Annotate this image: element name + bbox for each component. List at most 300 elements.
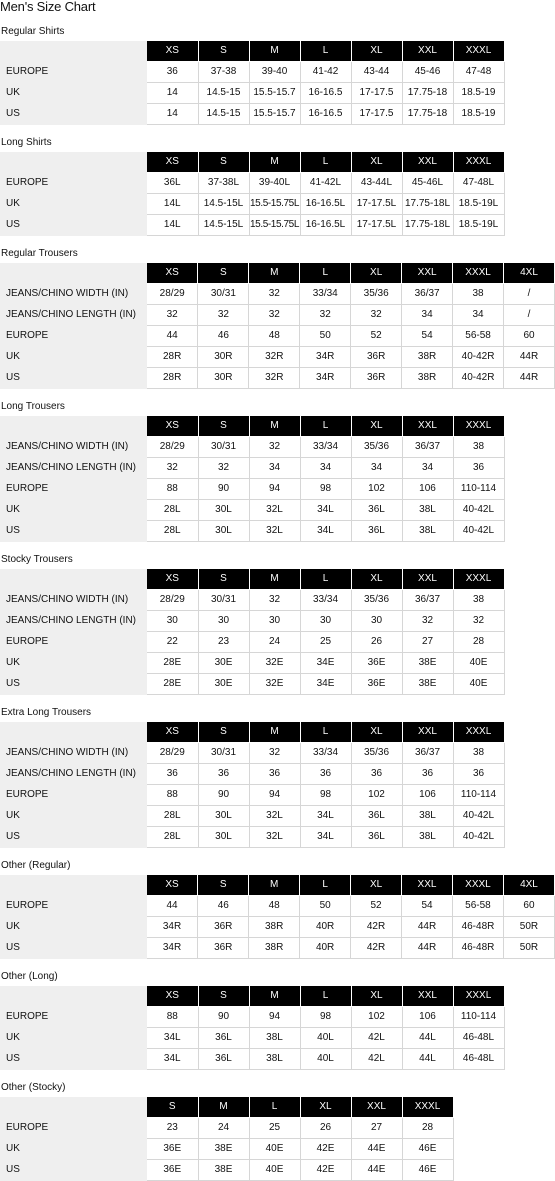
size-value-cell: 34R bbox=[147, 938, 198, 959]
size-value-cell: 32 bbox=[249, 305, 300, 326]
row-label: UK bbox=[0, 653, 147, 674]
size-header-cell: S bbox=[198, 569, 249, 590]
size-value-cell: 38R bbox=[402, 368, 453, 389]
size-header-cell: M bbox=[249, 152, 300, 173]
size-header-cell: XXXL bbox=[453, 722, 504, 743]
size-value-cell: 30/31 bbox=[198, 437, 249, 458]
row-label: US bbox=[0, 1049, 147, 1070]
size-header-cell: XS bbox=[147, 875, 198, 896]
size-value-cell: 38R bbox=[249, 938, 300, 959]
size-value-cell: 32L bbox=[249, 521, 300, 542]
size-header-cell: XL bbox=[351, 263, 402, 284]
size-value-cell: 15.5-15.7 bbox=[249, 104, 300, 125]
size-value-cell: 44 bbox=[147, 326, 198, 347]
size-value-cell: 28 bbox=[453, 632, 504, 653]
size-value-cell: 46 bbox=[198, 326, 249, 347]
size-value-cell: 30E bbox=[198, 674, 249, 695]
size-value-cell: 34E bbox=[300, 674, 351, 695]
size-value-cell: 102 bbox=[351, 785, 402, 806]
size-value-cell: 14L bbox=[147, 215, 198, 236]
size-header-cell: XXL bbox=[402, 875, 453, 896]
size-value-cell: 44R bbox=[504, 368, 555, 389]
size-value-cell: 44L bbox=[402, 1028, 453, 1049]
size-header-cell: L bbox=[300, 152, 351, 173]
size-value-cell: 17.75-18L bbox=[402, 194, 453, 215]
size-value-cell: 56-58 bbox=[452, 896, 503, 917]
size-value-cell: 30 bbox=[300, 611, 351, 632]
row-label: UK bbox=[0, 500, 147, 521]
size-section bbox=[0, 848, 555, 959]
size-value-cell: 94 bbox=[249, 479, 300, 500]
section-title: Stocky Trousers bbox=[1, 554, 73, 565]
size-value-cell: 36/37 bbox=[402, 590, 453, 611]
size-value-cell: 17.75-18 bbox=[402, 104, 453, 125]
size-header-cell: XL bbox=[351, 416, 402, 437]
size-value-cell: 36L bbox=[351, 521, 402, 542]
table-row bbox=[0, 347, 555, 368]
size-header-cell: L bbox=[300, 416, 351, 437]
size-header-cell: L bbox=[300, 722, 351, 743]
table-row bbox=[0, 368, 555, 389]
size-value-cell: 110-114 bbox=[453, 479, 504, 500]
size-value-cell: 38L bbox=[402, 500, 453, 521]
size-value-cell: 28R bbox=[147, 347, 198, 368]
size-section bbox=[0, 236, 555, 389]
table-row bbox=[0, 479, 504, 500]
size-value-cell: 35/36 bbox=[351, 437, 402, 458]
size-value-cell: 42L bbox=[351, 1049, 402, 1070]
size-header-cell: L bbox=[300, 875, 351, 896]
table-row bbox=[0, 590, 504, 611]
size-value-cell: 34 bbox=[351, 458, 402, 479]
table-row bbox=[0, 1049, 504, 1070]
size-header-cell: M bbox=[249, 416, 300, 437]
size-value-cell: 42R bbox=[351, 917, 402, 938]
size-section bbox=[0, 14, 555, 125]
size-value-cell: 44L bbox=[402, 1049, 453, 1070]
size-value-cell: 40R bbox=[300, 917, 351, 938]
row-label: UK bbox=[0, 83, 147, 104]
size-header-cell: XXXL bbox=[453, 986, 504, 1007]
row-label: JEANS/CHINO WIDTH (IN) bbox=[0, 743, 147, 764]
size-value-cell: 14.5-15L bbox=[198, 215, 249, 236]
size-value-cell: 30L bbox=[198, 500, 249, 521]
size-header-row bbox=[0, 986, 504, 1007]
size-value-cell: 32E bbox=[249, 653, 300, 674]
size-value-cell: 34L bbox=[300, 827, 351, 848]
section-title: Other (Stocky) bbox=[1, 1082, 66, 1093]
table-row bbox=[0, 437, 504, 458]
size-value-cell: 30/31 bbox=[198, 590, 249, 611]
size-value-cell: / bbox=[504, 305, 555, 326]
size-value-cell: 52 bbox=[351, 326, 402, 347]
table-row bbox=[0, 104, 504, 125]
size-value-cell: 38 bbox=[453, 590, 504, 611]
size-value-cell: 32 bbox=[198, 305, 249, 326]
size-value-cell: 36E bbox=[147, 1160, 198, 1181]
size-value-cell: 32 bbox=[147, 458, 198, 479]
size-header-row bbox=[0, 263, 555, 284]
size-header-cell: XXL bbox=[402, 722, 453, 743]
header-corner-cell bbox=[0, 41, 147, 62]
size-value-cell: 35/36 bbox=[351, 743, 402, 764]
size-value-cell: 38E bbox=[402, 674, 453, 695]
size-header-cell: XS bbox=[147, 722, 198, 743]
size-value-cell: 33/34 bbox=[300, 743, 351, 764]
section-title: Other (Long) bbox=[1, 971, 58, 982]
size-value-cell: 46-48L bbox=[453, 1049, 504, 1070]
size-value-cell: 18.5-19L bbox=[453, 215, 504, 236]
size-header-row bbox=[0, 875, 555, 896]
size-header-cell: XXL bbox=[402, 263, 453, 284]
size-value-cell: 28/29 bbox=[147, 437, 198, 458]
size-header-cell: XXXL bbox=[453, 41, 504, 62]
size-header-cell: 4XL bbox=[504, 263, 555, 284]
header-corner-cell bbox=[0, 875, 147, 896]
header-corner-cell bbox=[0, 152, 147, 173]
header-corner-cell bbox=[0, 263, 147, 284]
size-value-cell: 47-48L bbox=[453, 173, 504, 194]
size-value-cell: 14L bbox=[147, 194, 198, 215]
row-label: EUROPE bbox=[0, 1118, 147, 1139]
size-value-cell: 26 bbox=[351, 632, 402, 653]
size-value-cell: 50 bbox=[300, 896, 351, 917]
size-value-cell: 39-40L bbox=[249, 173, 300, 194]
size-value-cell: 16-16.5 bbox=[300, 83, 351, 104]
size-value-cell: 32R bbox=[249, 368, 300, 389]
size-header-cell: XXXL bbox=[452, 875, 503, 896]
row-label: US bbox=[0, 521, 147, 542]
size-value-cell: 32 bbox=[249, 284, 300, 305]
section-title: Other (Regular) bbox=[1, 860, 71, 871]
size-header-row bbox=[0, 722, 504, 743]
size-header-cell: XXL bbox=[402, 41, 453, 62]
size-value-cell: 17.75-18 bbox=[402, 83, 453, 104]
size-value-cell: 37-38 bbox=[198, 62, 249, 83]
size-header-cell: XL bbox=[351, 875, 402, 896]
size-value-cell: 32L bbox=[249, 827, 300, 848]
row-label: UK bbox=[0, 917, 147, 938]
size-value-cell: 27 bbox=[351, 1118, 402, 1139]
size-value-cell: 34L bbox=[300, 806, 351, 827]
row-label: JEANS/CHINO WIDTH (IN) bbox=[0, 437, 147, 458]
size-value-cell: 16-16.5 bbox=[300, 104, 351, 125]
size-value-cell: 34R bbox=[300, 368, 351, 389]
size-value-cell: 24 bbox=[198, 1118, 249, 1139]
size-header-cell: XS bbox=[147, 263, 198, 284]
size-value-cell: 35/36 bbox=[351, 284, 402, 305]
size-value-cell: 41-42L bbox=[300, 173, 351, 194]
size-header-cell: XXL bbox=[402, 986, 453, 1007]
size-header-cell: XS bbox=[147, 152, 198, 173]
size-value-cell: 32 bbox=[402, 611, 453, 632]
size-value-cell: 34L bbox=[300, 521, 351, 542]
size-value-cell: 36 bbox=[453, 764, 504, 785]
row-label: UK bbox=[0, 347, 147, 368]
size-value-cell: 102 bbox=[351, 1007, 402, 1028]
size-value-cell: 46-48L bbox=[453, 1028, 504, 1049]
section-title: Regular Trousers bbox=[1, 248, 78, 259]
size-header-cell: S bbox=[198, 41, 249, 62]
size-value-cell: 88 bbox=[147, 1007, 198, 1028]
size-value-cell: 44E bbox=[351, 1139, 402, 1160]
size-value-cell: 32L bbox=[249, 806, 300, 827]
section-title: Long Trousers bbox=[1, 401, 65, 412]
size-value-cell: 110-114 bbox=[453, 1007, 504, 1028]
size-section bbox=[0, 1070, 555, 1181]
size-value-cell: 30L bbox=[198, 806, 249, 827]
size-value-cell: 38E bbox=[198, 1160, 249, 1181]
table-row bbox=[0, 1118, 453, 1139]
size-value-cell: 23 bbox=[147, 1118, 198, 1139]
size-header-row bbox=[0, 41, 504, 62]
size-header-cell: S bbox=[147, 1097, 198, 1118]
size-value-cell: 102 bbox=[351, 479, 402, 500]
size-value-cell: 90 bbox=[198, 479, 249, 500]
size-value-cell: 36 bbox=[300, 764, 351, 785]
size-table bbox=[0, 152, 505, 236]
size-value-cell: 45-46L bbox=[402, 173, 453, 194]
size-value-cell: 38R bbox=[402, 347, 453, 368]
size-value-cell: 40E bbox=[453, 653, 504, 674]
size-value-cell: 98 bbox=[300, 785, 351, 806]
table-row bbox=[0, 896, 555, 917]
row-label: EUROPE bbox=[0, 632, 147, 653]
table-row bbox=[0, 326, 555, 347]
table-row bbox=[0, 764, 504, 785]
size-table bbox=[0, 41, 505, 125]
size-header-cell: XXL bbox=[351, 1097, 402, 1118]
row-label: US bbox=[0, 1160, 147, 1181]
size-header-cell: XXL bbox=[402, 152, 453, 173]
table-row bbox=[0, 743, 504, 764]
size-value-cell: 33/34 bbox=[300, 284, 351, 305]
size-value-cell: 24 bbox=[249, 632, 300, 653]
size-header-cell: M bbox=[249, 263, 300, 284]
table-row bbox=[0, 215, 504, 236]
table-row bbox=[0, 305, 555, 326]
size-value-cell: 28/29 bbox=[147, 284, 198, 305]
size-value-cell: 17-17.5 bbox=[351, 104, 402, 125]
size-value-cell: 32 bbox=[300, 305, 351, 326]
size-value-cell: 42R bbox=[351, 938, 402, 959]
size-value-cell: 88 bbox=[147, 785, 198, 806]
size-value-cell: 42L bbox=[351, 1028, 402, 1049]
size-header-cell: XL bbox=[351, 986, 402, 1007]
size-value-cell: 36R bbox=[351, 347, 402, 368]
size-value-cell: 17.75-18L bbox=[402, 215, 453, 236]
size-section bbox=[0, 695, 555, 848]
size-value-cell: 28 bbox=[402, 1118, 453, 1139]
table-row bbox=[0, 653, 504, 674]
row-label: UK bbox=[0, 806, 147, 827]
size-value-cell: 36E bbox=[147, 1139, 198, 1160]
size-value-cell: 44R bbox=[402, 938, 453, 959]
size-header-cell: XXXL bbox=[453, 416, 504, 437]
size-value-cell: 32 bbox=[453, 611, 504, 632]
size-header-cell: 4XL bbox=[503, 875, 554, 896]
size-value-cell: 44R bbox=[402, 917, 453, 938]
size-value-cell: 54 bbox=[402, 326, 453, 347]
size-value-cell: 36/37 bbox=[402, 284, 453, 305]
size-table bbox=[0, 986, 505, 1070]
size-value-cell: 94 bbox=[249, 785, 300, 806]
size-value-cell: 28L bbox=[147, 521, 198, 542]
size-value-cell: 46 bbox=[198, 896, 249, 917]
size-header-cell: XL bbox=[351, 41, 402, 62]
size-header-row bbox=[0, 416, 504, 437]
size-header-cell: XS bbox=[147, 416, 198, 437]
size-section bbox=[0, 125, 555, 236]
size-value-cell: 36 bbox=[249, 764, 300, 785]
table-row bbox=[0, 458, 504, 479]
size-value-cell: 48 bbox=[249, 326, 300, 347]
size-value-cell: 34L bbox=[300, 500, 351, 521]
section-title: Long Shirts bbox=[1, 137, 52, 148]
size-section bbox=[0, 542, 555, 695]
size-value-cell: 40-42L bbox=[453, 500, 504, 521]
size-value-cell: 14 bbox=[147, 104, 198, 125]
size-value-cell: 34R bbox=[147, 917, 198, 938]
size-header-cell: L bbox=[300, 263, 351, 284]
size-value-cell: 17-17.5L bbox=[351, 194, 402, 215]
row-label: JEANS/CHINO WIDTH (IN) bbox=[0, 284, 147, 305]
table-row bbox=[0, 83, 504, 104]
size-value-cell: 36R bbox=[198, 938, 249, 959]
size-value-cell: 88 bbox=[147, 479, 198, 500]
header-corner-cell bbox=[0, 569, 147, 590]
size-value-cell: 40L bbox=[300, 1028, 351, 1049]
size-value-cell: 40-42R bbox=[453, 368, 504, 389]
row-label: US bbox=[0, 674, 147, 695]
size-value-cell: 30R bbox=[198, 368, 249, 389]
size-value-cell: 37-38L bbox=[198, 173, 249, 194]
size-value-cell: 43-44 bbox=[351, 62, 402, 83]
size-value-cell: 28E bbox=[147, 674, 198, 695]
size-value-cell: 36 bbox=[198, 764, 249, 785]
size-value-cell: 34 bbox=[453, 305, 504, 326]
size-value-cell: 46-48R bbox=[452, 917, 503, 938]
size-value-cell: / bbox=[504, 284, 555, 305]
size-value-cell: 38R bbox=[249, 917, 300, 938]
table-row bbox=[0, 827, 504, 848]
table-row bbox=[0, 806, 504, 827]
size-header-row bbox=[0, 152, 504, 173]
size-value-cell: 18.5-19 bbox=[453, 104, 504, 125]
size-header-cell: L bbox=[249, 1097, 300, 1118]
size-value-cell: 36 bbox=[453, 458, 504, 479]
size-value-cell: 28/29 bbox=[147, 743, 198, 764]
header-corner-cell bbox=[0, 1097, 147, 1118]
size-value-cell: 30L bbox=[198, 521, 249, 542]
size-value-cell: 36L bbox=[198, 1049, 249, 1070]
size-value-cell: 32 bbox=[351, 305, 402, 326]
size-value-cell: 106 bbox=[402, 1007, 453, 1028]
size-value-cell: 30 bbox=[147, 611, 198, 632]
size-value-cell: 32L bbox=[249, 500, 300, 521]
table-row bbox=[0, 938, 555, 959]
row-label: EUROPE bbox=[0, 896, 147, 917]
size-value-cell: 36L bbox=[147, 173, 198, 194]
size-value-cell: 18.5-19 bbox=[453, 83, 504, 104]
size-value-cell: 17-17.5L bbox=[351, 215, 402, 236]
size-header-cell: S bbox=[198, 263, 249, 284]
size-value-cell: 38E bbox=[198, 1139, 249, 1160]
size-value-cell: 23 bbox=[198, 632, 249, 653]
size-header-cell: XS bbox=[147, 569, 198, 590]
row-label: JEANS/CHINO WIDTH (IN) bbox=[0, 590, 147, 611]
size-value-cell: 14.5-15L bbox=[198, 194, 249, 215]
size-header-row bbox=[0, 1097, 453, 1118]
table-row bbox=[0, 1160, 453, 1181]
size-value-cell: 16-16.5L bbox=[300, 215, 351, 236]
size-value-cell: 36 bbox=[351, 764, 402, 785]
section-title: Regular Shirts bbox=[1, 26, 65, 37]
size-value-cell: 30 bbox=[198, 611, 249, 632]
table-row bbox=[0, 1028, 504, 1049]
row-label: EUROPE bbox=[0, 479, 147, 500]
row-label: UK bbox=[0, 1139, 147, 1160]
size-table bbox=[0, 722, 505, 848]
row-label: EUROPE bbox=[0, 62, 147, 83]
size-value-cell: 54 bbox=[402, 896, 453, 917]
size-table bbox=[0, 569, 505, 695]
size-value-cell: 28L bbox=[147, 806, 198, 827]
size-value-cell: 36/37 bbox=[402, 437, 453, 458]
size-value-cell: 46E bbox=[402, 1139, 453, 1160]
size-value-cell: 17-17.5 bbox=[351, 83, 402, 104]
size-value-cell: 38 bbox=[453, 437, 504, 458]
size-value-cell: 27 bbox=[402, 632, 453, 653]
size-value-cell: 50R bbox=[503, 917, 554, 938]
size-value-cell: 45-46 bbox=[402, 62, 453, 83]
row-label: EUROPE bbox=[0, 785, 147, 806]
size-value-cell: 40R bbox=[300, 938, 351, 959]
table-row bbox=[0, 611, 504, 632]
size-value-cell: 60 bbox=[503, 896, 554, 917]
size-value-cell: 34E bbox=[300, 653, 351, 674]
table-row bbox=[0, 521, 504, 542]
size-header-cell: XXXL bbox=[453, 263, 504, 284]
size-header-cell: M bbox=[249, 41, 300, 62]
table-row bbox=[0, 785, 504, 806]
size-value-cell: 39-40 bbox=[249, 62, 300, 83]
size-value-cell: 40-42R bbox=[453, 347, 504, 368]
size-value-cell: 46E bbox=[402, 1160, 453, 1181]
table-row bbox=[0, 62, 504, 83]
table-row bbox=[0, 1007, 504, 1028]
size-table bbox=[0, 875, 555, 959]
size-value-cell: 44 bbox=[147, 896, 198, 917]
size-value-cell: 52 bbox=[351, 896, 402, 917]
header-corner-cell bbox=[0, 722, 147, 743]
size-value-cell: 30E bbox=[198, 653, 249, 674]
size-header-row bbox=[0, 569, 504, 590]
size-value-cell: 14.5-15 bbox=[198, 83, 249, 104]
row-label: US bbox=[0, 827, 147, 848]
size-value-cell: 30L bbox=[198, 827, 249, 848]
row-label: US bbox=[0, 938, 147, 959]
table-row bbox=[0, 632, 504, 653]
size-section bbox=[0, 959, 555, 1070]
row-label: JEANS/CHINO LENGTH (IN) bbox=[0, 764, 147, 785]
table-row bbox=[0, 917, 555, 938]
size-value-cell: 28L bbox=[147, 827, 198, 848]
size-header-cell: L bbox=[300, 41, 351, 62]
size-value-cell: 33/34 bbox=[300, 590, 351, 611]
size-value-cell: 34L bbox=[147, 1028, 198, 1049]
size-value-cell: 36E bbox=[351, 653, 402, 674]
